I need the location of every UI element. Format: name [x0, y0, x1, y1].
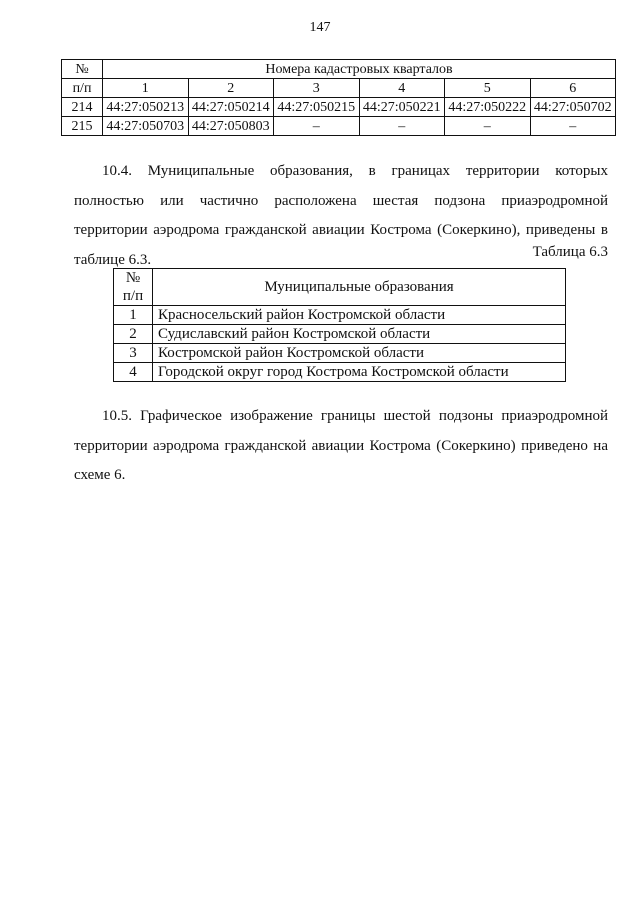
table-row — [114, 363, 566, 382]
municipality-name: Городской округ город Кострома Костромской области — [153, 363, 566, 382]
col-num-header-top: № — [62, 60, 103, 79]
paragraph-10-4-block — [74, 157, 608, 275]
table-cell: 44:27:050702 — [530, 98, 616, 117]
municipality-name: Красносельский район Костромской области — [153, 306, 566, 325]
table-cell: 44:27:050221 — [359, 98, 445, 117]
table-cell: – — [445, 117, 531, 136]
table-cell: – — [274, 117, 360, 136]
col-name-header: Муниципальные образования — [153, 269, 566, 306]
col-num-header — [114, 269, 153, 306]
page-number: 147 — [309, 20, 331, 35]
table-cell: – — [530, 117, 616, 136]
table-row — [114, 306, 566, 325]
col-number: 2 — [188, 79, 274, 98]
col-num-header-bottom: п/п — [62, 79, 103, 98]
col-number: 5 — [445, 79, 531, 98]
table-caption: Таблица 6.3 — [532, 244, 608, 260]
table-header-row — [62, 60, 616, 79]
row-number: 2 — [114, 325, 153, 344]
municipalities-table — [113, 268, 566, 382]
row-number: 1 — [114, 306, 153, 325]
table-cell: 44:27:050703 — [103, 117, 189, 136]
row-number: 4 — [114, 363, 153, 382]
table-row — [114, 325, 566, 344]
row-number: 214 — [62, 98, 103, 117]
table-header-row — [114, 269, 566, 306]
col-number: 1 — [103, 79, 189, 98]
table-cell: 44:27:050222 — [445, 98, 531, 117]
table-cell: – — [359, 117, 445, 136]
row-number: 215 — [62, 117, 103, 136]
table-header-row — [62, 79, 616, 98]
cadastral-quarters-table — [61, 59, 616, 136]
municipality-name: Костромской район Костромской области — [153, 344, 566, 363]
col-number: 4 — [359, 79, 445, 98]
group-header: Номера кадастровых кварталов — [103, 60, 616, 79]
col-number: 3 — [274, 79, 360, 98]
table-row — [62, 98, 616, 117]
table-cell: 44:27:050803 — [188, 117, 274, 136]
table-cell: 44:27:050214 — [188, 98, 274, 117]
paragraph-10-4: 10.4. Муниципальные образования, в границах территории которых полностью или частично расположена шестая подзона приаэродромной территории аэродрома гражданской авиации Кострома (Сокеркино), приведены в таблице 6.3. — [74, 163, 608, 268]
paragraph-10-5: 10.5. Графическое изображение границы шестой подзоны приаэродромной территории аэродрома гражданской авиации Кострома (Сокеркино) приведено на схеме 6. — [74, 408, 608, 483]
col-num-header-bottom: п/п — [122, 288, 144, 304]
paragraph-10-5-block — [74, 402, 608, 491]
table-row — [114, 344, 566, 363]
municipality-name: Судиславский район Костромской области — [153, 325, 566, 344]
col-num-header-top: № — [125, 270, 141, 286]
col-number: 6 — [530, 79, 616, 98]
table-cell: 44:27:050215 — [274, 98, 360, 117]
table-row — [62, 117, 616, 136]
row-number: 3 — [114, 344, 153, 363]
table-cell: 44:27:050213 — [103, 98, 189, 117]
